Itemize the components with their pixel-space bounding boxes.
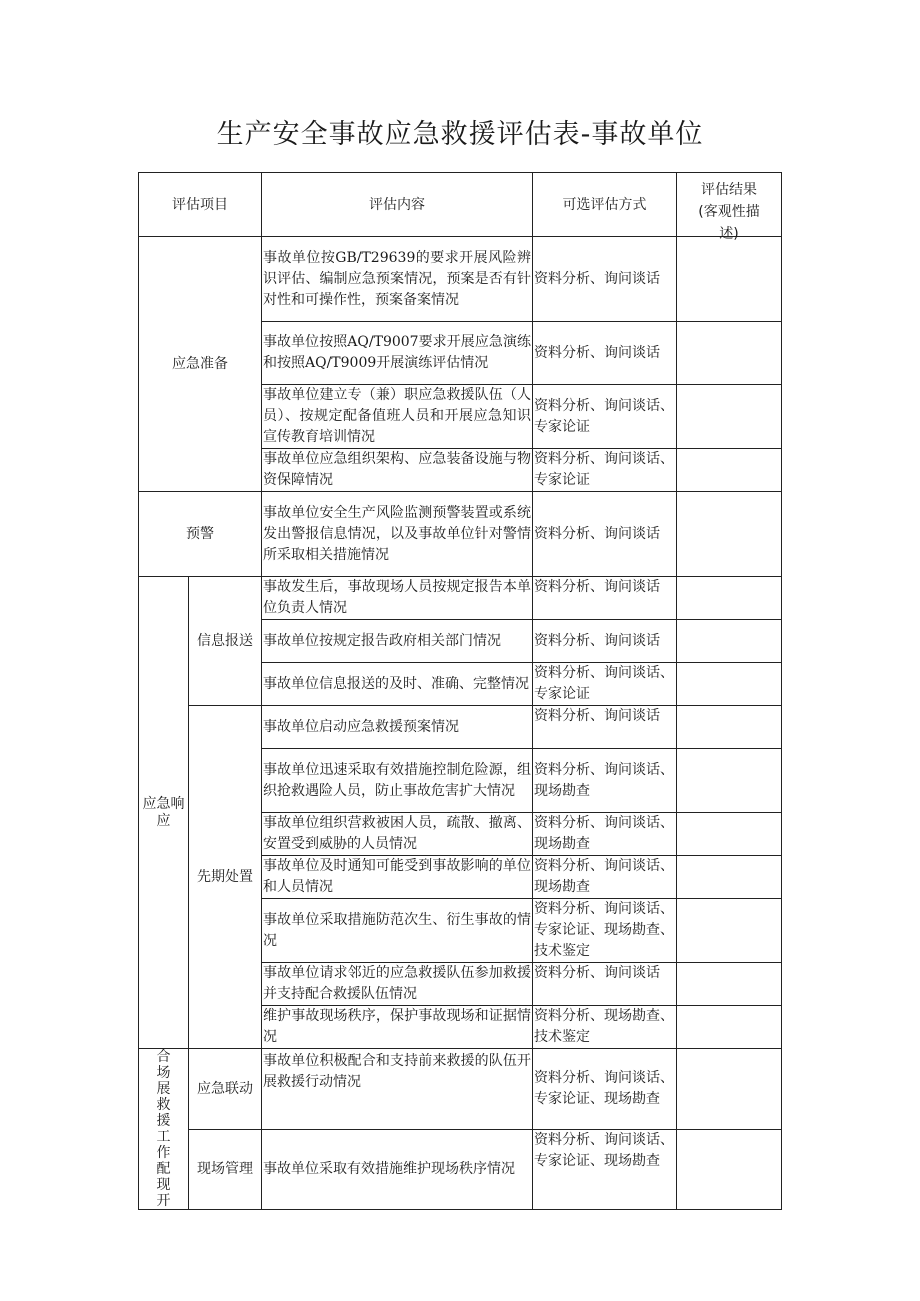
header-result-line3: 述) [719,226,739,242]
subcategory-initial: 先期处置 [189,706,262,1049]
row-method: 资料分析、询问谈话 [533,706,677,749]
header-result-line1: 评估结果 [701,182,757,198]
row-content: 事故单位组织营救被困人员，疏散、撤离、安置受到威胁的人员情况 [262,813,533,856]
row-content: 事故单位应急组织架构、应急装备设施与物资保障情况 [262,449,533,492]
category-response-label: 应急响应 [142,795,185,829]
row-method: 资料分析、询问谈话、现场勘查 [533,813,677,856]
row-result-cell[interactable] [677,706,782,749]
subcategory-linkage: 应急联动 [189,1049,262,1130]
subcategory-site: 现场管理 [189,1129,262,1210]
table-header-row [139,173,782,237]
row-method: 资料分析、询问谈话、专家论证、现场勘查 [533,1129,677,1210]
row-result-cell[interactable] [677,620,782,663]
row-result-cell[interactable] [677,1129,782,1210]
row-method: 资料分析、询问谈话 [533,322,677,385]
category-coordination-label: 合场展救援工作配现开 [156,1049,171,1209]
row-method: 资料分析、询问谈话、专家论证、现场勘查、技术鉴定 [533,899,677,963]
row-content: 事故单位启动应急救援预案情况 [262,706,533,749]
category-prep: 应急准备 [139,237,262,492]
table-row [139,492,782,577]
row-result-cell[interactable] [677,237,782,322]
row-method: 资料分析、询问谈话、专家论证 [533,449,677,492]
category-coordination [139,1049,189,1210]
header-method: 可选评估方式 [533,173,677,237]
row-method: 资料分析、询问谈话、专家论证 [533,663,677,706]
row-content: 事故单位请求邻近的应急救援队伍参加救援并支持配合救援队伍情况 [262,963,533,1006]
category-warning: 预警 [139,492,262,577]
row-method: 资料分析、询问谈话、现场勘查 [533,749,677,813]
table-row [139,237,782,322]
row-result-cell[interactable] [677,963,782,1006]
row-content: 事故单位按GB/T29639的要求开展风险辨识评估、编制应急预案情况，预案是否有针对性和可操作性，预案备案情况 [262,237,533,322]
row-result-cell[interactable] [677,492,782,577]
evaluation-table [138,172,782,1210]
header-result-line2: (客观性描 [698,204,760,220]
row-content: 事故单位迅速采取有效措施控制危险源，组织抢救遇险人员，防止事故危害扩大情况 [262,749,533,813]
row-method: 资料分析、询问谈话 [533,620,677,663]
row-content: 事故单位及时通知可能受到事故影响的单位和人员情况 [262,856,533,899]
page-title: 生产安全事故应急救援评估表-事故单位 [216,119,704,150]
row-method: 资料分析、现场勘查、技术鉴定 [533,1006,677,1049]
row-content: 维护事故现场秩序，保护事故现场和证据情况 [262,1006,533,1049]
row-result-cell[interactable] [677,577,782,620]
header-content: 评估内容 [262,173,533,237]
row-content: 事故单位采取有效措施维护现场秩序情况 [262,1129,533,1210]
table-row [139,1049,782,1130]
row-content: 事故单位信息报送的及时、准确、完整情况 [262,663,533,706]
row-content: 事故发生后，事故现场人员按规定报告本单位负责人情况 [262,577,533,620]
row-method: 资料分析、询问谈话 [533,492,677,577]
row-content: 事故单位建立专（兼）职应急救援队伍（人员）、按规定配备值班人员和开展应急知识宣传教育培训情况 [262,385,533,449]
row-content: 事故单位按照AQ/T9007要求开展应急演练和按照AQ/T9009开展演练评估情况 [262,322,533,385]
row-result-cell[interactable] [677,322,782,385]
row-result-cell[interactable] [677,385,782,449]
row-result-cell[interactable] [677,1049,782,1130]
row-result-cell[interactable] [677,899,782,963]
row-method: 资料分析、询问谈话 [533,237,677,322]
row-content: 事故单位积极配合和支持前来救援的队伍开展救援行动情况 [262,1049,533,1130]
row-result-cell[interactable] [677,1006,782,1049]
row-method: 资料分析、询问谈话、专家论证、现场勘查 [533,1049,677,1130]
row-result-cell[interactable] [677,449,782,492]
row-content: 事故单位按规定报告政府相关部门情况 [262,620,533,663]
table-row [139,577,782,620]
category-response [139,577,189,1049]
row-content: 事故单位采取措施防范次生、衍生事故的情况 [262,899,533,963]
table-row [139,1129,782,1210]
subcategory-info: 信息报送 [189,577,262,706]
row-method: 资料分析、询问谈话 [533,577,677,620]
row-method: 资料分析、询问谈话 [533,963,677,1006]
row-result-cell[interactable] [677,856,782,899]
row-method: 资料分析、询问谈话、专家论证 [533,385,677,449]
table-row [139,706,782,749]
header-result [677,173,782,242]
row-result-cell[interactable] [677,663,782,706]
row-content: 事故单位安全生产风险监测预警装置或系统发出警报信息情况，以及事故单位针对警情所采取相关措施情况 [262,492,533,577]
row-result-cell[interactable] [677,749,782,813]
row-method: 资料分析、询问谈话、现场勘查 [533,856,677,899]
header-item: 评估项目 [139,173,262,237]
row-result-cell[interactable] [677,813,782,856]
